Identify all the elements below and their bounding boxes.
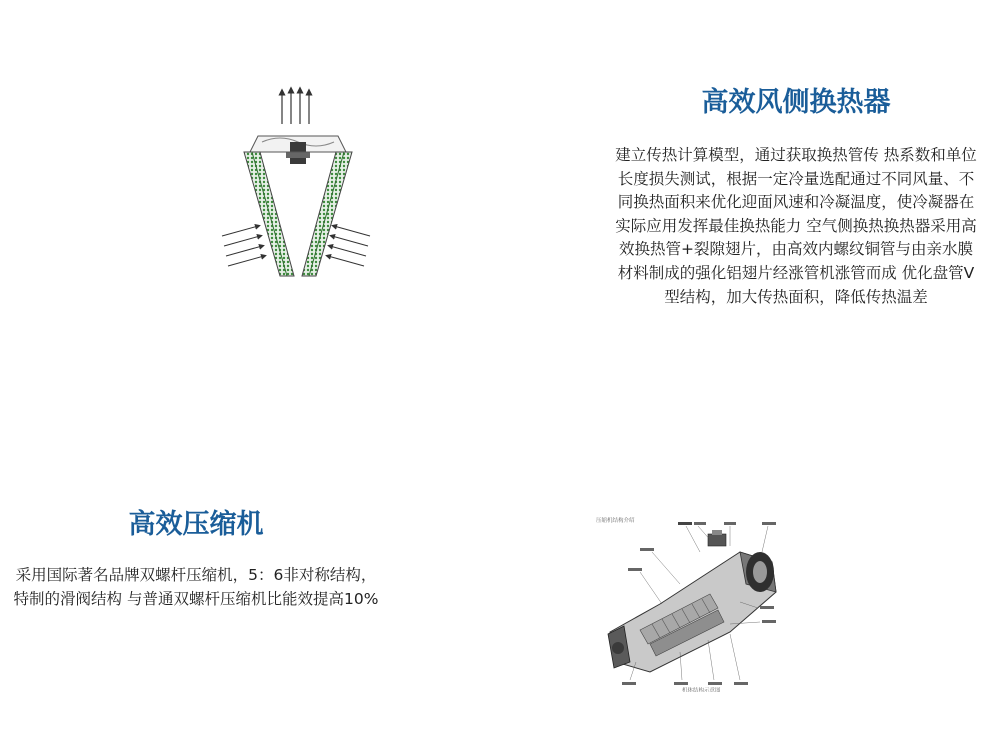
left-coil xyxy=(244,152,294,276)
compressor-structure-diagram xyxy=(590,512,790,692)
compressor-figure-caption-top: 压缩机结构介绍 xyxy=(596,518,635,524)
right-coil xyxy=(302,152,352,276)
compressor-title: 高效压缩机 xyxy=(128,509,264,540)
compressor-figure-caption-bottom: 机体结构示意图 xyxy=(682,688,721,692)
compressor-description: 采用国际著名品牌双螺杆压缩机，5：6非对称结构，特制的滑阀结构 与普通双螺杆压缩机比能效提高10% xyxy=(13,566,379,608)
heat-exchanger-description: 建立传热计算模型，通过获取换热管传 热系数和单位长度损失测试，根据一定冷量选配通过不同风量、不同换热面积来优化迎面风速和冷凝温度，使冷凝器在实际应用发挥最佳换热能力 空气侧换热换热器采用高效换热管+裂隙翅片，由高效内螺纹铜管与由亲水膜材料制成的强化铝翅片经涨管机涨管而成 优化盘管V型结构，加大传热面积，降低传热温差 xyxy=(615,146,977,306)
v-coil-heat-exchanger-diagram xyxy=(210,80,380,285)
upward-airflow-arrows xyxy=(282,90,309,124)
right-airflow-arrows xyxy=(328,226,370,266)
fan-housing xyxy=(250,136,346,164)
heat-exchanger-title: 高效风侧换热器 xyxy=(701,87,891,118)
left-airflow-arrows xyxy=(222,226,264,266)
compressor-body xyxy=(608,530,776,672)
